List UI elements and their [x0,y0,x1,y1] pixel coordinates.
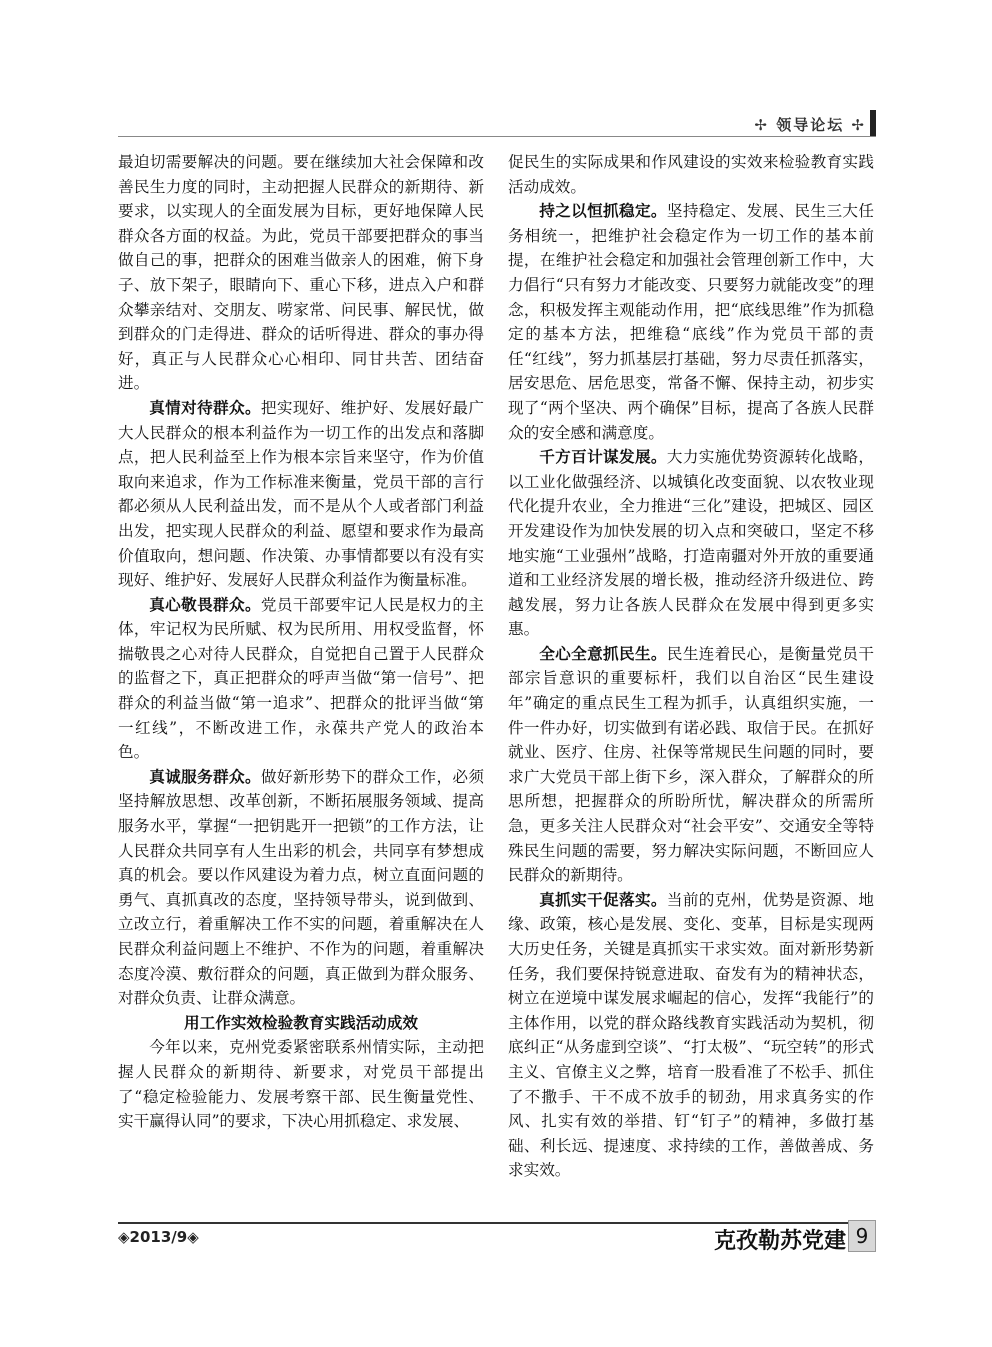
paragraph [118,765,484,1011]
paragraph [508,642,874,888]
journal-title: 克孜勒苏党建 [713,1229,846,1254]
paragraph-body: 当前的克州，优势是资源、地缘、政策，核心是发展、变化、变革，目标是实现两大历史任务，关键是真抓实干求实效。面对新形势新任务，我们要保持锐意进取、奋发有为的精神状态，树立在逆境中谋发展求崛起的信心，发挥“我能行”的主体作用，以党的群众路线教育实践活动为契机，彻底纠正“从务虚到空谈”、“打太极”、“玩空转”的形式主义、官僚主义之弊，培育一股看准了不松手、抓住了不撒手、干不成不放手的韧劲，用求真务实的作风、扎实有效的举措、钉“钉子”的精神，多做打基础、利长远、提速度、求持续的工作，善做善成、务求实效。 [508,890,874,1180]
paragraph [118,396,484,593]
paragraph [118,593,484,765]
paragraph-lead: 千方百计谋发展。 [539,448,667,467]
paragraph-body: 大力实施优势资源转化战略，以工业化做强经济、以城镇化改变面貌、以农牧业现代化提升农业，全力推进“三化”建设，把城区、园区开发建设作为加快发展的切入点和突破口，坚定不移地实施“工业强州”战略，打造南疆对外开放的重要通道和工业经济发展的增长极，推动经济升级进位、跨越发展，努力让各族人民群众在发展中得到更多实惠。 [508,448,874,639]
header-rule [118,136,876,137]
paragraph-lead: 真诚服务群众。 [149,767,261,786]
section-header: ✢ 领导论坛 ✢ [754,116,866,134]
paragraph-lead: 真心敬畏群众。 [149,595,261,614]
paragraph-body: 坚持稳定、发展、民生三大任务相统一，把维护社会稳定作为一切工作的基本前提，在维护社会稳定和加强社会管理创新工作中，大力倡行“只有努力才能改变、只要努力就能改变”的理念，积极发挥主观能动作用，把“底线思维”作为抓稳定的基本方法，把维稳“底线”作为党员干部的责任“红线”，努力抓基层打基础，努力尽责任抓落实，居安思危、居危思变，常备不懈、保持主动，初步实现了“两个坚决、两个确保”目标，提高了各族人民群众的安全感和满意度。 [508,202,874,442]
section-heading: 用工作实效检验教育实践活动成效 [184,1013,418,1032]
left-column [118,150,484,1134]
paragraph: 今年以来，克州党委紧密联系州情实际，主动把握人民群众的新期待、新要求，对党员干部提出了“稳定检验能力、发展考察干部、民生衡量党性、实干赢得认同”的要求，下决心用抓稳定、求发展、 [118,1038,484,1131]
page-number: 9 [848,1220,876,1252]
paragraph-body: 党员干部要牢记人民是权力的主体，牢记权为民所赋、权为民所用、用权受监督，怀揣敬畏之心对待人民群众，自觉把自己置于人民群众的监督之下，真正把群众的呼声当做“第一信号”、把群众的利益当做“第一追求”、把群众的批评当做“第一红线”，不断改进工作，永葆共产党人的政治本色。 [118,595,484,762]
issue-date: ◈2013/9◈ [118,1228,199,1246]
paragraph: 促民生的实际成果和作风建设的实效来检验教育实践活动成效。 [508,153,874,196]
paragraph [508,199,874,445]
right-column [508,150,874,1183]
paragraph-body: 做好新形势下的群众工作，必须坚持解放思想、改革创新，不断拓展服务领域、提高服务水平，掌握“一把钥匙开一把锁”的工作方法，让人民群众共同享有人生出彩的机会，共同享有梦想成真的机会。要以作风建设为着力点，树立直面问题的勇气、真抓真改的态度，坚持领导带头，说到做到、立改立行，着重解决工作不实的问题，着重解决在人民群众利益问题上不维护、不作为的问题，着重解决态度冷漠、敷衍群众的问题，真正做到为群众服务、对群众负责、让群众满意。 [118,767,484,1008]
paragraph: 最迫切需要解决的问题。要在继续加大社会保障和改善民生力度的同时，主动把握人民群众的新期待、新要求，以实现人的全面发展为目标，更好地保障人民群众各方面的权益。为此，党员干部要把群众的事当做自己的事，把群众的困难当做亲人的困难，俯下身子、放下架子，眼睛向下、重心下移，进点入户和群众攀亲结对、交朋友、唠家常、问民事、解民忧，做到群众的门走得进、群众的话听得进、群众的事办得好，真正与人民群众心心相印、同甘共苦、团结奋进。 [118,153,484,393]
paragraph-lead: 真抓实干促落实。 [539,890,667,909]
paragraph-lead: 持之以恒抓稳定。 [539,202,667,221]
paragraph-lead: 全心全意抓民生。 [539,644,667,663]
header-bar [870,110,876,136]
paragraph-lead: 真情对待群众。 [149,398,261,417]
paragraph [508,445,874,642]
paragraph-body: 把实现好、维护好、发展好最广大人民群众的根本利益作为一切工作的出发点和落脚点，把人民利益至上作为根本宗旨来坚守，作为价值取向来追求，作为工作标准来衡量，党员干部的言行都必须从人民利益出发，而不是从个人或者部门利益出发，把实现人民群众的利益、愿望和要求作为最高价值取向，想问题、作决策、办事情都要以有没有实现好、维护好、发展好人民群众利益作为衡量标准。 [118,398,484,590]
paragraph-body: 民生连着民心，是衡量党员干部宗旨意识的重要标杆，我们以自治区“民生建设年”确定的重点民生工程为抓手，认真组织实施，一件一件办好，切实做到有诺必践、取信于民。在抓好就业、医疗、住房、社保等常规民生问题的同时，要求广大党员干部上街下乡，深入群众，了解群众的所思所想，把握群众的所盼所忧，解决群众的所需所急，更多关注人民群众对“社会平安”、交通安全等特殊民生问题的需要，努力解决实际问题，不断回应人民群众的新期待。 [508,644,874,885]
paragraph [508,888,874,1183]
